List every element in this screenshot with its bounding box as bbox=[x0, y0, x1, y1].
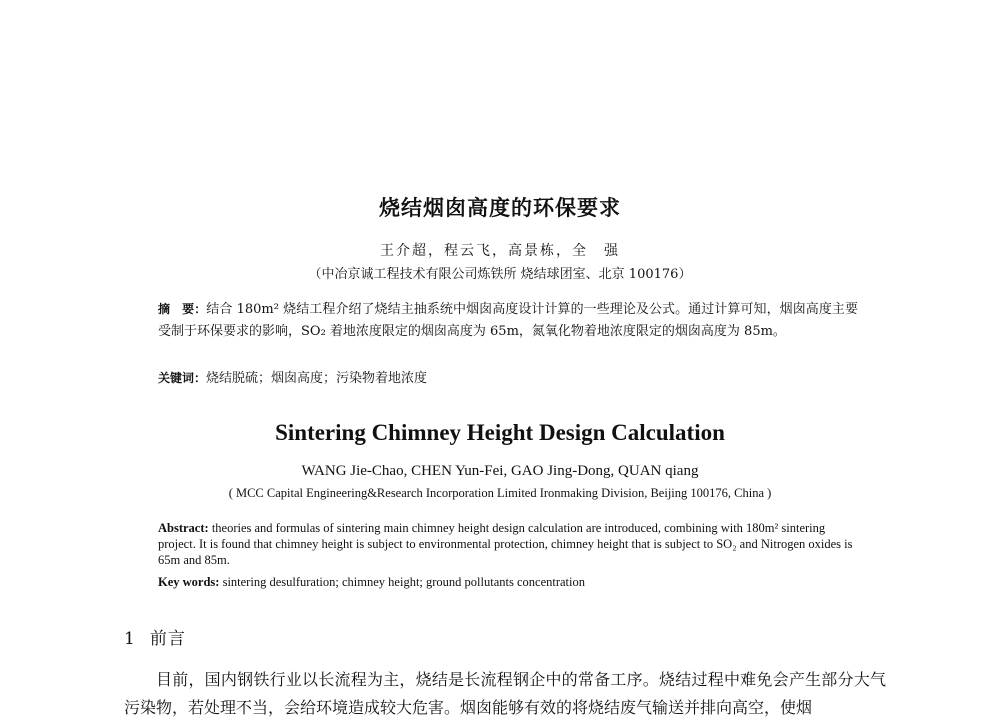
english-title: Sintering Chimney Height Design Calculation bbox=[275, 420, 725, 445]
chinese-abstract-text: 结合 180m² 烧结工程介绍了烧结主抽系统中烟囱高度设计计算的一些理论及公式。通过计算可知，烟囱高度主要受制于环保要求的影响，SO₂ 着地浓度限定的烟囱高度为 65m，氮氧化物着地浓度限定的烟囱高度为 85m。 bbox=[158, 302, 858, 339]
english-abstract-label: Abstract: bbox=[158, 521, 209, 535]
english-keywords-text: sintering desulfuration; chimney height; ground pollutants concentration bbox=[222, 575, 585, 589]
english-abstract-text: theories and formulas of sintering main chimney height design calculation are introduced, combining with 180m² sintering project. It is found that chimney height is subject to environmental protection, chimney height that is subject to SO₂ and Nitrogen oxides is 65m and 85m. bbox=[158, 521, 853, 567]
chinese-abstract-label: 摘 要： bbox=[158, 302, 207, 316]
chinese-authors: 王介超，程云飞，高景栋，全 强 bbox=[380, 243, 620, 259]
chinese-keywords-label: 关键词： bbox=[158, 371, 207, 385]
chinese-title: 烧结烟囱高度的环保要求 bbox=[379, 196, 621, 220]
chinese-keywords-text: 烧结脱硫；烟囱高度；污染物着地浓度 bbox=[206, 371, 428, 386]
section-number: 1 bbox=[124, 629, 136, 649]
chinese-affiliation: （中冶京诚工程技术有限公司炼铁所 烧结球团室、北京 100176） bbox=[308, 267, 692, 282]
english-keywords-label: Key words: bbox=[158, 575, 220, 589]
chinese-keywords bbox=[158, 369, 858, 388]
body-paragraph: 目前，国内钢铁行业以长流程为主，烧结是长流程钢企中的常备工序。烧结过程中难免会产生部分大气污染物，若处理不当，会给环境造成较大危害。烟囱能够有效的将烧结废气输送并排向高空，使烟 bbox=[124, 670, 886, 717]
english-affiliation: ( MCC Capital Engineering&Research Incorporation Limited Ironmaking Division, Beijing 100176, China ) bbox=[228, 486, 772, 500]
chinese-abstract bbox=[158, 298, 858, 343]
english-abstract bbox=[158, 520, 858, 568]
section-heading bbox=[124, 624, 186, 649]
english-keywords bbox=[158, 574, 858, 590]
section-title: 前言 bbox=[149, 629, 186, 649]
english-authors: WANG Jie-Chao, CHEN Yun-Fei, GAO Jing-Dong, QUAN qiang bbox=[301, 463, 699, 479]
